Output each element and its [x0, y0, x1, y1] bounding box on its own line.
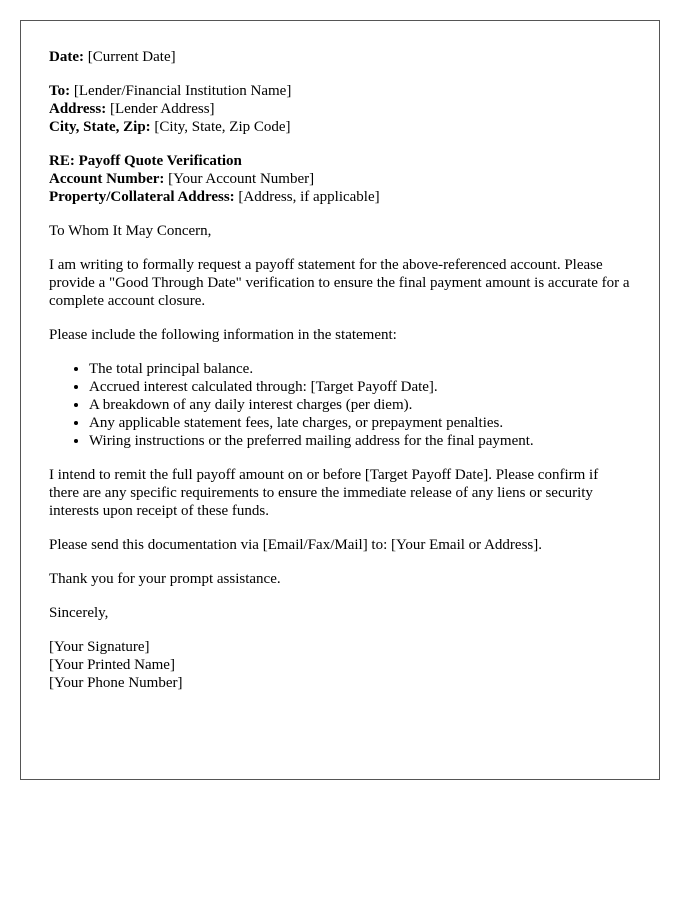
recipient-city-value: [City, State, Zip Code] — [154, 119, 291, 135]
date-value: [Current Date] — [87, 49, 176, 65]
list-item: • Wiring instructions or the preferred mailing address for the final payment. — [89, 432, 631, 450]
recipient-to-label: To: — [49, 83, 71, 99]
letter-page — [20, 20, 660, 780]
requirements-list — [49, 360, 631, 450]
body-paragraph-include: Please include the following information in the statement: — [49, 327, 397, 343]
recipient-address-line — [49, 100, 631, 118]
printed-name-line: [Your Printed Name] — [49, 657, 175, 673]
reference-block — [49, 152, 631, 206]
body-paragraph-remit: I intend to remit the full payoff amount on or before [Target Payoff Date]. Please confirm if there are any specific requirements to ensure the immediate release of any liens or security interests upon receipt of these funds. — [49, 467, 599, 519]
date-line — [49, 48, 631, 66]
subject-line — [49, 152, 631, 170]
recipient-address-label: Address: — [49, 101, 107, 117]
list-item: • Any applicable statement fees, late charges, or prepayment penalties. — [89, 414, 631, 432]
property-address-line — [49, 188, 631, 206]
property-address-value: [Address, if applicable] — [238, 189, 380, 205]
signature-line: [Your Signature] — [49, 639, 150, 655]
recipient-address-value: [Lender Address] — [109, 101, 215, 117]
list-item: • A breakdown of any daily interest charges (per diem). — [89, 396, 631, 414]
body-paragraph-request: I am writing to formally request a payoff statement for the above-referenced account. Please provide a "Good Through Date" verification to ensure the final payment amount is accurate for a complete account closure. — [49, 257, 630, 309]
signature-block — [49, 638, 631, 692]
body-paragraph-send: Please send this documentation via [Email/Fax/Mail] to: [Your Email or Address]. — [49, 537, 542, 553]
account-number-line — [49, 170, 631, 188]
list-item: • The total principal balance. — [89, 360, 631, 378]
body-paragraph-thanks: Thank you for your prompt assistance. — [49, 571, 281, 587]
subject-text: RE: Payoff Quote Verification — [49, 153, 242, 169]
date-label: Date: — [49, 49, 84, 65]
recipient-to-line — [49, 82, 631, 100]
property-address-label: Property/Collateral Address: — [49, 189, 235, 205]
recipient-city-label: City, State, Zip: — [49, 119, 151, 135]
closing: Sincerely, — [49, 605, 109, 621]
recipient-to-value: [Lender/Financial Institution Name] — [73, 83, 292, 99]
date-block — [49, 48, 631, 66]
recipient-city-line — [49, 118, 631, 136]
recipient-block — [49, 82, 631, 136]
list-item: • Accrued interest calculated through: [Target Payoff Date]. — [89, 378, 631, 396]
phone-number-line: [Your Phone Number] — [49, 675, 183, 691]
salutation: To Whom It May Concern, — [49, 223, 212, 239]
account-number-label: Account Number: — [49, 171, 165, 187]
account-number-value: [Your Account Number] — [168, 171, 315, 187]
